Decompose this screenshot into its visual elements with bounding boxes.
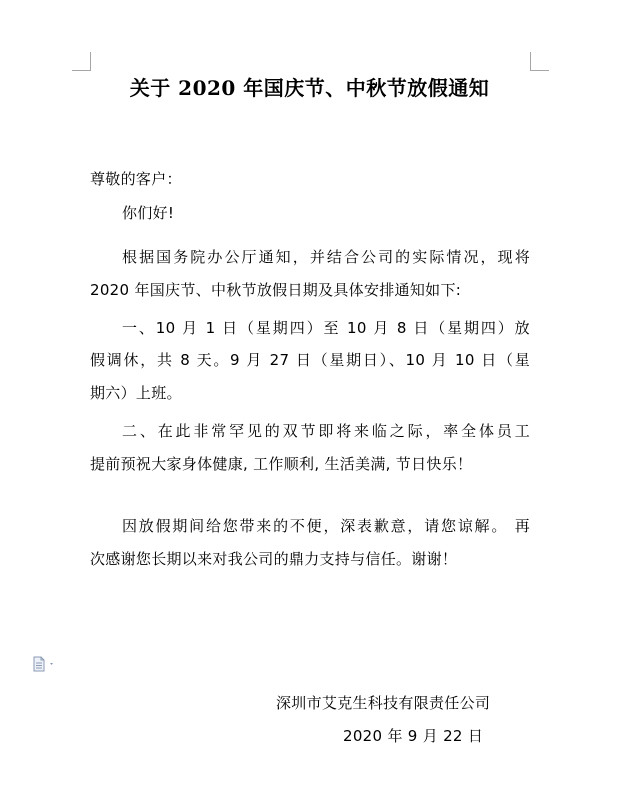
signature-date: 2020 年 9 月 22 日 xyxy=(343,727,484,745)
paragraph-2-line-2: 假调休，共 8 天。9 月 27 日（星期日）、10 月 10 日（星 xyxy=(90,351,530,369)
paragraph-2-line-3: 期六）上班。 xyxy=(90,384,182,402)
page-margin-corner-top-left xyxy=(72,52,91,71)
paste-options-icon[interactable] xyxy=(32,656,58,672)
paragraph-2-line-1: 一、10 月 1 日（星期四）至 10 月 8 日（星期四）放 xyxy=(122,319,530,337)
paragraph-1-line-2: 2020 年国庆节、中秋节放假日期及具体安排通知如下: xyxy=(90,281,462,299)
document-title: 关于 2020 年国庆节、中秋节放假通知 xyxy=(129,76,490,100)
salutation: 尊敬的客户： xyxy=(90,170,182,188)
signature-company: 深圳市艾克生科技有限责任公司 xyxy=(276,694,491,712)
paragraph-3-line-1: 二、在此非常罕见的双节即将来临之际，率全体员工 xyxy=(122,422,530,440)
paragraph-4-line-2: 次感谢您长期以来对我公司的鼎力支持与信任。谢谢！ xyxy=(90,550,458,568)
page-margin-corner-top-right xyxy=(530,52,549,71)
greeting: 你们好! xyxy=(122,204,175,222)
paragraph-1-line-1: 根据国务院办公厅通知，并结合公司的实际情况，现将 xyxy=(122,248,530,266)
paragraph-3-line-2: 提前预祝大家身体健康, 工作顺利, 生活美满, 节日快乐！ xyxy=(90,455,473,473)
paragraph-4-line-1: 因放假期间给您带来的不便，深表歉意，请您谅解。 再 xyxy=(122,517,530,535)
